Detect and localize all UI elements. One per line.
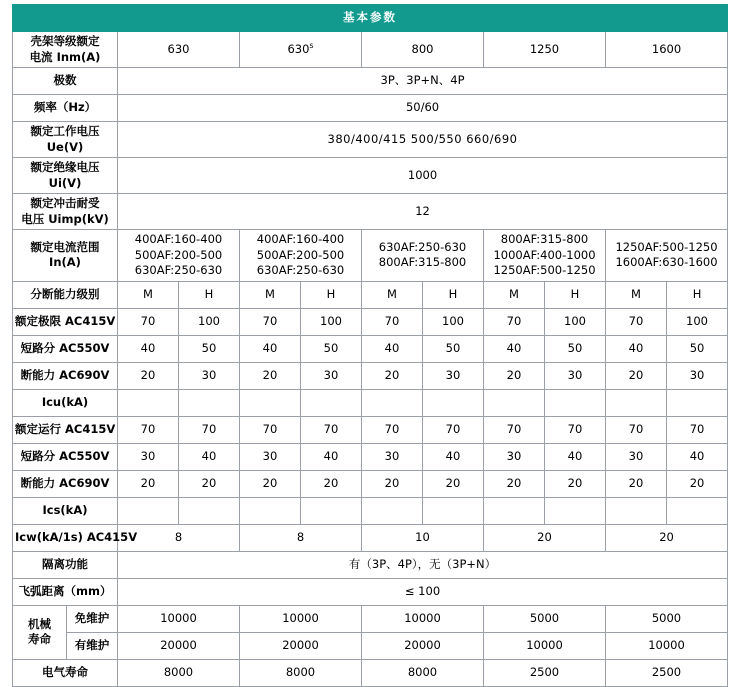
icw-voltage: AC415V <box>86 529 138 544</box>
row-label-ui <box>13 158 118 194</box>
elec-life-2: 8000 <box>240 659 362 686</box>
mech-free-label: 免维护 <box>67 605 118 632</box>
icu-unit-spacer-1 <box>118 389 179 416</box>
table-row-ics-690 <box>13 470 728 497</box>
mech-free-5: 5000 <box>606 605 728 632</box>
table-row-ics-unit <box>13 497 728 524</box>
ics-unit-spacer-4 <box>301 497 362 524</box>
icu-label-line2: 短路分 <box>20 340 56 355</box>
row-label-poles: 极数 <box>13 68 118 95</box>
mech-maint-1: 20000 <box>118 632 240 659</box>
icu-690-6: 30 <box>423 362 484 389</box>
ics-550-7: 30 <box>484 443 545 470</box>
row-label-icu-unit: Icu(kA) <box>13 389 118 416</box>
ics-690-7: 20 <box>484 470 545 497</box>
icu-550-7: 40 <box>484 335 545 362</box>
ics-unit-spacer-9 <box>606 497 667 524</box>
row-label-isolation: 隔离功能 <box>13 551 118 578</box>
row-label-icu-690 <box>13 362 118 389</box>
icu-unit-spacer-10 <box>667 389 728 416</box>
icu-415-2: 100 <box>179 308 240 335</box>
icu-690-9: 20 <box>606 362 667 389</box>
breaking-class-6: H <box>423 281 484 308</box>
table-row-icu-690 <box>13 362 728 389</box>
table-row-arc-distance <box>13 578 728 605</box>
breaking-class-5: M <box>362 281 423 308</box>
in-range-col4-line1: 800AF:315-800 <box>500 232 589 247</box>
icu-label-line1: 额定极限 <box>15 313 61 328</box>
ics-550-3: 30 <box>240 443 301 470</box>
elec-life-4: 2500 <box>484 659 606 686</box>
frame-value-2-text: 630 <box>287 42 310 57</box>
table-title: 基本参数 <box>13 5 728 32</box>
ui-label-line2: Ui(V) <box>48 175 82 190</box>
icu-415-9: 70 <box>606 308 667 335</box>
breaking-class-2: H <box>179 281 240 308</box>
in-range-col5-line1: 1250AF:500-1250 <box>615 239 718 254</box>
mech-label-text2: 寿命 <box>28 632 51 647</box>
ics-voltage-415: AC415V <box>65 421 116 436</box>
table-row-ics-550 <box>13 443 728 470</box>
in-range-col3 <box>362 230 484 282</box>
icu-415-5: 70 <box>362 308 423 335</box>
ue-label-line2: Ue(V) <box>46 139 84 154</box>
uimp-label-line2: 电压 Uimp(kV) <box>21 211 109 226</box>
table-row-mech-free <box>13 605 728 632</box>
ics-label-line3: 断能力 <box>20 475 56 490</box>
frame-label-line2: 电流 Inm(A) <box>29 49 101 64</box>
table-row-icw <box>13 524 728 551</box>
table-row-breaking-class <box>13 281 728 308</box>
ics-415-9: 70 <box>606 416 667 443</box>
in-label-line2: In(A) <box>49 255 81 270</box>
frequency-value: 50/60 <box>118 95 728 122</box>
ui-label-line1: 额定绝缘电压 <box>30 160 100 175</box>
ics-voltage-550: AC550V <box>59 448 110 463</box>
icu-550-6: 50 <box>423 335 484 362</box>
ue-label-line1: 额定工作电压 <box>30 124 100 139</box>
in-range-col5 <box>606 230 728 282</box>
ics-label-line1: 额定运行 <box>15 421 61 436</box>
table-row-poles <box>13 68 728 95</box>
ics-550-2: 40 <box>179 443 240 470</box>
mech-maint-label: 有维护 <box>67 632 118 659</box>
elec-life-1: 8000 <box>118 659 240 686</box>
frame-value-1: 630 <box>118 32 240 68</box>
frame-value-2-superscript: s <box>309 41 314 51</box>
table-row-ics-415 <box>13 416 728 443</box>
uimp-value: 12 <box>118 194 728 230</box>
icw-value-1: 8 <box>118 524 240 551</box>
in-range-col2 <box>240 230 362 282</box>
ics-unit-spacer-5 <box>362 497 423 524</box>
row-label-icu-415 <box>13 308 118 335</box>
frame-value-5: 1600 <box>606 32 728 68</box>
icu-unit-spacer-7 <box>484 389 545 416</box>
ics-unit-spacer-3 <box>240 497 301 524</box>
icu-690-7: 20 <box>484 362 545 389</box>
row-label-uimp <box>13 194 118 230</box>
icu-550-8: 50 <box>545 335 606 362</box>
icu-label-line3: 断能力 <box>20 367 56 382</box>
icw-value-3: 10 <box>362 524 484 551</box>
row-label-icw <box>13 524 138 551</box>
breaking-class-4: H <box>301 281 362 308</box>
table-row-frequency <box>13 95 728 122</box>
table-row-frame-current <box>13 32 728 68</box>
table-row-impulse-voltage <box>13 194 728 230</box>
in-range-col2-line3: 630AF:250-630 <box>256 263 345 278</box>
ics-690-1: 20 <box>118 470 179 497</box>
in-range-col3-line1: 630AF:250-630 <box>378 239 467 254</box>
ics-550-1: 30 <box>118 443 179 470</box>
in-label-line1: 额定电流范围 <box>30 239 100 254</box>
icu-unit-spacer-9 <box>606 389 667 416</box>
arc-distance-value: ≤ 100 <box>118 578 728 605</box>
icu-415-7: 70 <box>484 308 545 335</box>
breaking-class-3: M <box>240 281 301 308</box>
breaking-class-10: H <box>667 281 728 308</box>
ui-value: 1000 <box>118 158 728 194</box>
icu-415-1: 70 <box>118 308 179 335</box>
ics-unit-spacer-2 <box>179 497 240 524</box>
breaking-class-1: M <box>118 281 179 308</box>
icu-unit-spacer-2 <box>179 389 240 416</box>
row-label-frequency: 频率（Hz） <box>13 95 118 122</box>
icu-415-10: 100 <box>667 308 728 335</box>
ics-690-2: 20 <box>179 470 240 497</box>
table-row-title <box>13 5 728 32</box>
icw-value-4: 20 <box>484 524 606 551</box>
poles-value: 3P、3P+N、4P <box>118 68 728 95</box>
icu-550-9: 40 <box>606 335 667 362</box>
in-range-col1-line2: 500AF:200-500 <box>134 247 223 262</box>
ics-415-5: 70 <box>362 416 423 443</box>
ics-unit-spacer-6 <box>423 497 484 524</box>
icu-550-1: 40 <box>118 335 179 362</box>
uimp-label-line1: 额定冲击耐受 <box>30 196 100 211</box>
row-label-ue <box>13 122 118 158</box>
mech-maint-4: 10000 <box>484 632 606 659</box>
icu-690-1: 20 <box>118 362 179 389</box>
icu-unit-spacer-3 <box>240 389 301 416</box>
icu-voltage-415: AC415V <box>65 313 116 328</box>
icu-550-2: 50 <box>179 335 240 362</box>
in-range-col1-line3: 630AF:250-630 <box>134 263 223 278</box>
icu-690-8: 30 <box>545 362 606 389</box>
icu-550-10: 50 <box>667 335 728 362</box>
ics-550-5: 30 <box>362 443 423 470</box>
ics-415-8: 70 <box>545 416 606 443</box>
in-range-col2-line1: 400AF:160-400 <box>256 232 345 247</box>
mech-maint-2: 20000 <box>240 632 362 659</box>
elec-life-3: 8000 <box>362 659 484 686</box>
ics-unit-spacer-10 <box>667 497 728 524</box>
mech-free-1: 10000 <box>118 605 240 632</box>
ics-unit-spacer-8 <box>545 497 606 524</box>
table-row-insulation-voltage <box>13 158 728 194</box>
table-row-icu-unit <box>13 389 728 416</box>
icu-550-5: 40 <box>362 335 423 362</box>
ics-unit-spacer-1 <box>118 497 179 524</box>
table-row-icu-550 <box>13 335 728 362</box>
frame-label-line1: 壳架等级额定 <box>30 34 100 48</box>
ics-415-4: 70 <box>301 416 362 443</box>
frame-value-2 <box>240 32 362 68</box>
row-label-ics-690 <box>13 470 118 497</box>
elec-life-label: 电气寿命 <box>13 659 118 686</box>
ics-690-8: 20 <box>545 470 606 497</box>
ics-415-3: 70 <box>240 416 301 443</box>
ics-550-8: 40 <box>545 443 606 470</box>
ics-label-line2: 短路分 <box>20 448 56 463</box>
table-row-isolation <box>13 551 728 578</box>
row-label-arc-distance: 飞弧距离（mm） <box>13 578 118 605</box>
frame-value-4: 1250 <box>484 32 606 68</box>
row-label-icu-550 <box>13 335 118 362</box>
icu-voltage-690: AC690V <box>59 367 110 382</box>
mech-maint-3: 20000 <box>362 632 484 659</box>
breaking-class-7: M <box>484 281 545 308</box>
elec-life-5: 2500 <box>606 659 728 686</box>
in-range-col2-line2: 500AF:200-500 <box>256 247 345 262</box>
ics-415-1: 70 <box>118 416 179 443</box>
in-range-col4-line3: 1250AF:500-1250 <box>493 263 596 278</box>
breaking-class-9: M <box>606 281 667 308</box>
icu-690-5: 20 <box>362 362 423 389</box>
ics-415-6: 70 <box>423 416 484 443</box>
life-table <box>12 605 728 687</box>
row-label-ics-415 <box>13 416 118 443</box>
icw-value-5: 20 <box>606 524 728 551</box>
ics-690-10: 20 <box>667 470 728 497</box>
icu-unit-spacer-4 <box>301 389 362 416</box>
ics-415-7: 70 <box>484 416 545 443</box>
ics-690-4: 20 <box>301 470 362 497</box>
ics-550-6: 40 <box>423 443 484 470</box>
ics-voltage-690: AC690V <box>59 475 110 490</box>
frame-value-3: 800 <box>362 32 484 68</box>
table-row-rated-working-voltage <box>13 122 728 158</box>
ics-415-2: 70 <box>179 416 240 443</box>
row-label-ics-550 <box>13 443 118 470</box>
icu-voltage-550: AC550V <box>59 340 110 355</box>
breaking-class-8: H <box>545 281 606 308</box>
icu-690-2: 30 <box>179 362 240 389</box>
icu-690-3: 20 <box>240 362 301 389</box>
table-row-elec-life <box>13 659 728 686</box>
row-label-in-range <box>13 230 118 282</box>
mech-maint-5: 10000 <box>606 632 728 659</box>
icu-unit-spacer-5 <box>362 389 423 416</box>
icu-415-4: 100 <box>301 308 362 335</box>
mech-free-4: 5000 <box>484 605 606 632</box>
icu-415-8: 100 <box>545 308 606 335</box>
icu-415-3: 70 <box>240 308 301 335</box>
in-range-col3-line2: 800AF:315-800 <box>378 255 467 270</box>
in-range-col1-line1: 400AF:160-400 <box>134 232 223 247</box>
icu-690-10: 30 <box>667 362 728 389</box>
ics-550-4: 40 <box>301 443 362 470</box>
mech-label-text1: 机械 <box>28 616 51 631</box>
ics-690-6: 20 <box>423 470 484 497</box>
ics-690-5: 20 <box>362 470 423 497</box>
row-label-frame-current <box>13 32 118 68</box>
table-row-current-range <box>13 230 728 282</box>
mech-free-3: 10000 <box>362 605 484 632</box>
in-range-col4-line2: 1000AF:400-1000 <box>493 247 596 262</box>
row-label-ics-unit: Ics(kA) <box>13 497 118 524</box>
ics-415-10: 70 <box>667 416 728 443</box>
mech-life-label <box>13 605 67 659</box>
icw-label: Icw(kA/1s) <box>15 529 83 544</box>
in-range-col4 <box>484 230 606 282</box>
ue-value: 380/400/415 500/550 660/690 <box>118 122 728 158</box>
ics-unit-spacer-7 <box>484 497 545 524</box>
row-label-breaking-class: 分断能力级别 <box>13 281 118 308</box>
mech-free-2: 10000 <box>240 605 362 632</box>
icw-value-2: 8 <box>240 524 362 551</box>
icu-unit-spacer-6 <box>423 389 484 416</box>
basic-parameters-table <box>12 4 728 606</box>
table-row-mech-maint <box>13 632 728 659</box>
icu-unit-spacer-8 <box>545 389 606 416</box>
isolation-value: 有（3P、4P），无（3P+N） <box>118 551 728 578</box>
ics-550-10: 40 <box>667 443 728 470</box>
icu-690-4: 30 <box>301 362 362 389</box>
icu-550-3: 40 <box>240 335 301 362</box>
ics-690-9: 20 <box>606 470 667 497</box>
in-range-col5-line2: 1600AF:630-1600 <box>615 255 718 270</box>
icu-550-4: 50 <box>301 335 362 362</box>
in-range-col1 <box>118 230 240 282</box>
ics-690-3: 20 <box>240 470 301 497</box>
icu-415-6: 100 <box>423 308 484 335</box>
table-row-icu-415 <box>13 308 728 335</box>
ics-550-9: 30 <box>606 443 667 470</box>
